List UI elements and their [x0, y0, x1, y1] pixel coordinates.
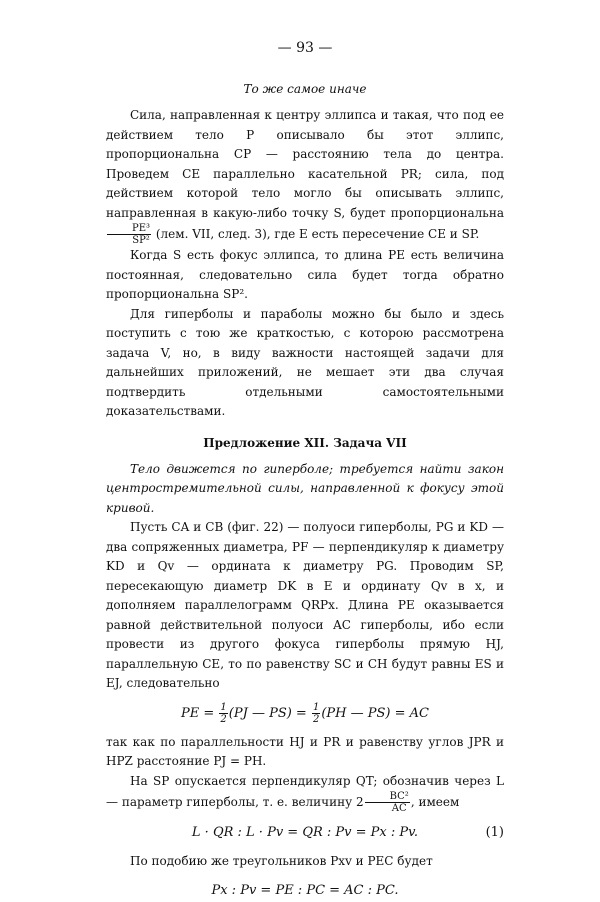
- fraction-numerator: BC²: [365, 791, 410, 803]
- problem-statement: Тело движется по гиперболе; требуется найти закон центростремительной силы, направленной к фокусу этой кривой.: [106, 461, 504, 515]
- paragraph-text: (лем. VII, след. 3), где E есть пересечение CE и SP.: [155, 227, 480, 241]
- proposition-heading: Предложение XII. Задача VII: [203, 435, 407, 450]
- section-heading-alternative: То же самое иначе: [243, 82, 367, 96]
- equation-number: (1): [485, 825, 504, 840]
- paragraph-text: На SP опускается перпендикуляр QT; обозначив через L — параметр гиперболы, т. е. величину 2: [106, 773, 504, 809]
- fraction-numerator: PE³: [107, 223, 151, 235]
- formula-similar-triangles: [106, 880, 504, 902]
- formula-part: PE =: [181, 705, 219, 721]
- fraction: [219, 702, 227, 725]
- formula-pe-equals-ac: [106, 702, 504, 725]
- fraction-denominator: 2: [220, 713, 227, 725]
- formula-part: (PH — PS) = AC: [321, 705, 429, 721]
- fraction-denominator: 2: [312, 713, 320, 725]
- paragraph: [106, 772, 504, 815]
- fraction-denominator: SP²: [132, 235, 150, 246]
- page-number: — 93 —: [277, 40, 333, 56]
- paragraph-text: Сила, направленная к центру эллипса и такая, что под ее действием тело P описывало бы этот эллипс, пропорциональна CP — расстоянию тела до центра. Проведем CE параллельно касательной PR; сила, под действием которой тело могло бы описывать эллипс, направленная в какую-либо точку S, будет пропорциональна: [106, 108, 504, 220]
- paragraph: Когда S есть фокус эллипса, то длина PE есть величина постоянная, следовательно сила будет тогда обратно пропорциональна SP².: [106, 248, 504, 301]
- paragraph: Пусть CA и CB (фиг. 22) — полуоси гиперболы, PG и KD — два сопряженных диаметра, PF — перпендикуляр к диаметру KD и Qv — ордината к диаметру PG. Проводим SP, пересекающую диаметр DK в E и ординату Qv в x, и дополняем параллелограмм QRPx. Длина PE оказывается равной действительной полуоси AC гиперболы, ибо если провести из другого фокуса гиперболы прямую HJ, параллельную CE, то по равенству SC и CH будут равны ES и EJ, следовательно: [106, 520, 504, 690]
- fraction: [365, 791, 410, 814]
- fraction-numerator: 1: [220, 701, 227, 713]
- paragraph: По подобию же треугольников Pxv и PEC будет: [130, 854, 433, 868]
- formula-equation-1: [106, 822, 504, 844]
- paragraph: так как по параллельности HJ и PR и равенству углов JPR и HPZ расстояние PJ = PH.: [106, 734, 504, 768]
- fraction: [107, 223, 151, 246]
- paragraph: Для гиперболы и параболы можно бы было и здесь поступить с тою же краткостью, с которою рассмотрена задача V, но, в виду важности настоящей задачи для дальнейших приложений, не мешает эти два случая подтвердить отдельными самостоятельными доказательствами.: [106, 306, 504, 418]
- fraction: [312, 702, 320, 725]
- formula-part: (PJ — PS) =: [228, 705, 311, 721]
- fraction-denominator: AC: [391, 803, 407, 814]
- formula-text: L · QR : L · Pv = QR : Pv = Px : Pv.: [191, 825, 419, 840]
- paragraph: [106, 106, 504, 246]
- formula-text: Px : Pv = PE : PC = AC : PC.: [211, 882, 399, 898]
- paragraph-text: , имеем: [410, 795, 460, 809]
- fraction-numerator: 1: [312, 701, 320, 713]
